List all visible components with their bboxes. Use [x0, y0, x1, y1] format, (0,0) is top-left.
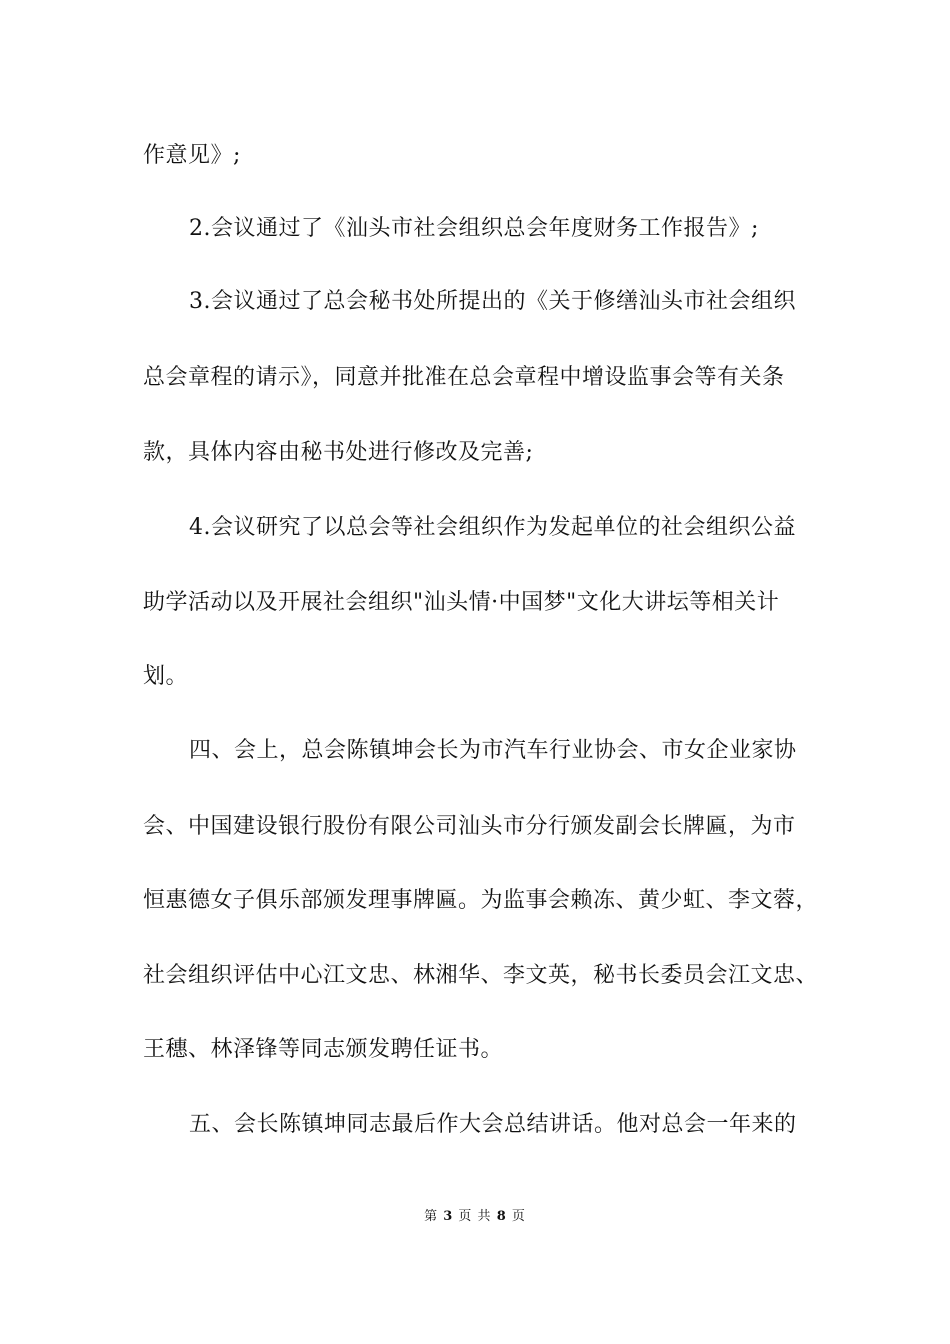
- text-line: 划。: [143, 664, 189, 689]
- text-line: 助学活动以及开展社会组织"汕头情·中国梦"文化大讲坛等相关计: [143, 590, 780, 615]
- text-line: 王穗、林泽锋等同志颁发聘任证书。: [143, 1037, 504, 1062]
- text-line: 3.会议通过了总会秘书处所提出的《关于修缮汕头市社会组织: [189, 289, 796, 314]
- text-line: 2.会议通过了《汕头市社会组织总会年度财务工作报告》;: [189, 216, 759, 241]
- footer-prefix: 第: [424, 1209, 439, 1224]
- text-line: 款，具体内容由秘书处进行修改及完善;: [143, 440, 534, 465]
- page-footer: [0, 1208, 950, 1226]
- total-page-number: 8: [496, 1209, 507, 1224]
- text-line: 恒惠德女子俱乐部颁发理事牌匾。为监事会赖冻、黄少虹、李文蓉，: [143, 888, 819, 913]
- text-line: 4.会议研究了以总会等社会组织作为发起单位的社会组织公益: [189, 515, 796, 540]
- text-line: 作意见》;: [143, 143, 241, 168]
- footer-middle: 页 共: [458, 1209, 492, 1224]
- text-line: 总会章程的请示》，同意并批准在总会章程中增设监事会等有关条: [143, 365, 785, 390]
- text-line: 四、会上，总会陈镇坤会长为市汽车行业协会、市女企业家协: [189, 738, 797, 763]
- footer-suffix: 页: [511, 1209, 526, 1224]
- current-page-number: 3: [443, 1209, 454, 1224]
- text-line: 会、中国建设银行股份有限公司汕头市分行颁发副会长牌匾，为市: [143, 814, 796, 839]
- text-line: 五、会长陈镇坤同志最后作大会总结讲话。他对总会一年来的: [189, 1112, 797, 1137]
- text-line: 社会组织评估中心江文忠、林湘华、李文英，秘书长委员会江文忠、: [143, 963, 819, 988]
